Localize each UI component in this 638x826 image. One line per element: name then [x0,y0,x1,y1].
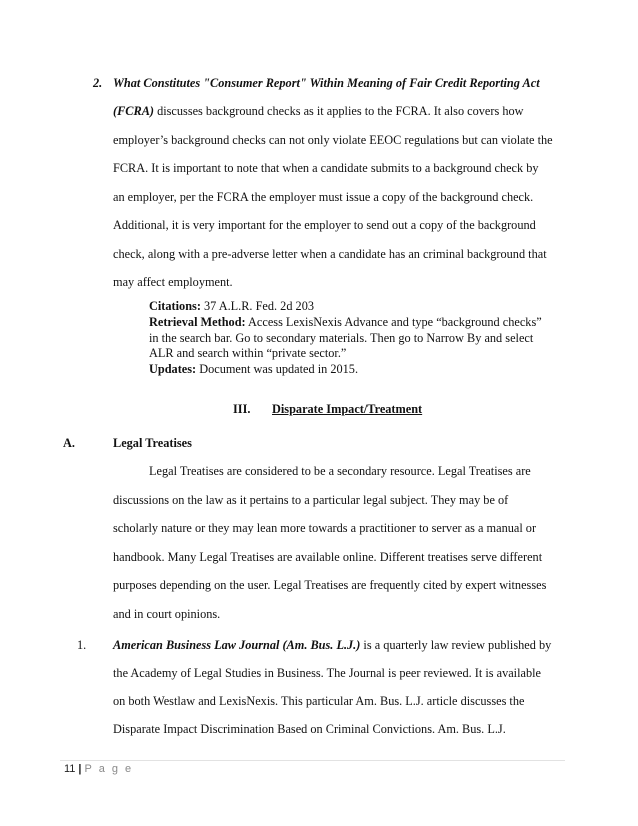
page-footer [64,763,133,775]
sectionA-line-4: handbook. Many Legal Treatises are available online. Different treatises serve different [113,550,543,564]
updates-value: Document was updated in 2015. [196,362,359,376]
footer-divider [60,760,565,761]
section3-title: Disparate Impact/Treatment [272,402,423,416]
sectionA-title: Legal Treatises [113,436,192,450]
retrieval-value: Access LexisNexis Advance and type “background checks” [245,315,542,329]
item2-line-5: Additional, it is very important for the employer to send out a copy of the background [113,218,536,232]
page-number: 11 [64,763,76,775]
item2-line-7: may affect employment. [113,275,233,289]
retrieval-line-2: in the search bar. Go to secondary materials. Then go to Narrow By and select [149,331,534,345]
item2-line-6: check, along with a pre-adverse letter when a candidate has an criminal background that [113,247,547,261]
item2-line-3: FCRA. It is important to note that when a candidate submits to a background check by [113,161,539,175]
item1-title: American Business Law Journal (Am. Bus. L.J.) [113,638,361,652]
footer-separator: | [78,763,82,775]
item2-acronym: (FCRA) [113,104,154,118]
citations-line [149,299,314,315]
retrieval-line-1 [149,315,542,331]
item2-line-4: an employer, per the FCRA the employer must issue a copy of the background check. [113,190,534,204]
sectionA-line-6: and in court opinions. [113,607,221,621]
sectionA-line-2: discussions on the law as it pertains to a particular legal subject. They may be of [113,493,509,507]
item2-line-1 [113,104,524,119]
retrieval-label: Retrieval Method: [149,315,246,329]
item2-line-2: employer’s background checks can not only violate EEOC regulations but can violate the [113,133,553,147]
citations-value: 37 A.L.R. Fed. 2d 203 [200,299,314,313]
item1-line-4: Disparate Impact Discrimination Based on Criminal Convictions. Am. Bus. L.J. [113,722,506,736]
item1-line-3: on both Westlaw and LexisNexis. This particular Am. Bus. L.J. article discusses the [113,694,525,708]
item1-line-2: the Academy of Legal Studies in Business. The Journal is peer reviewed. It is available [113,666,542,680]
citations-label: Citations: [149,299,201,313]
sectionA-line-5: purposes depending on the user. Legal Treatises are frequently cited by expert witnesses [113,578,547,592]
retrieval-line-3: ALR and search within “private sector.” [149,346,347,360]
item2-title: What Constitutes "Consumer Report" Within Meaning of Fair Credit Reporting Act [113,76,540,90]
item1-line-1 [113,638,551,653]
section3-numeral: III. [233,402,251,416]
item1-line-1-text: is a quarterly law review published by [360,638,552,652]
page-word: P a g e [84,763,134,775]
item2-line-1-text: discusses background checks as it applies to the FCRA. It also covers how [154,104,524,118]
updates-line [149,362,358,378]
updates-label: Updates: [149,362,197,376]
sectionA-line-3: scholarly nature or they may lean more towards a practitioner to server as a manual or [113,521,537,535]
sectionA-line-1: Legal Treatises are considered to be a secondary resource. Legal Treatises are [149,464,531,478]
sectionA-letter: A. [63,436,75,450]
item1-number: 1. [77,638,87,652]
item2-number: 2. [93,76,103,90]
